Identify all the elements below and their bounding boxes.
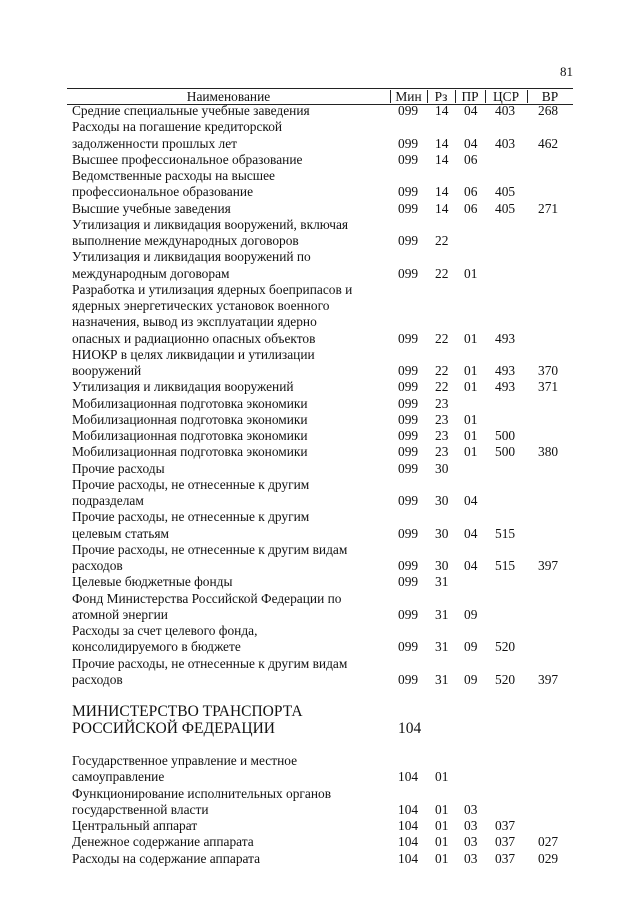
cell-vr: 027	[538, 834, 559, 850]
cell-min: 099	[398, 444, 419, 460]
table-row	[72, 396, 592, 412]
table-row	[72, 834, 592, 850]
cell-name: НИОКР в целях ликвидации и утилизации	[72, 346, 315, 362]
cell-rz: 31	[435, 639, 449, 655]
cell-rz: 30	[435, 558, 449, 573]
cell-min: 099	[398, 639, 419, 655]
table-row	[72, 444, 592, 460]
cell-rz: 14	[435, 135, 449, 151]
cell-name: Расходы на содержание аппарата	[72, 850, 261, 866]
table-row	[72, 737, 592, 753]
header-rz: Рз	[434, 89, 448, 104]
cell-pr: 06	[464, 151, 478, 167]
cell-pr: 04	[464, 135, 478, 151]
cell-name: Центральный аппарат	[72, 818, 198, 833]
cell-name: выполнение международных договоров	[72, 233, 299, 248]
cell-pr: 01	[464, 330, 478, 346]
cell-csr: 493	[495, 363, 516, 378]
table-row	[72, 818, 592, 834]
table-row	[72, 688, 592, 704]
cell-min: 099	[398, 671, 419, 687]
table-row	[72, 623, 592, 639]
cell-pr: 01	[464, 363, 478, 378]
cell-vr: 371	[538, 379, 559, 395]
cell-vr: 397	[538, 558, 559, 573]
cell-name: Прочие расходы, не отнесенные к другим	[72, 509, 310, 525]
table-row	[72, 509, 592, 525]
cell-pr: 01	[464, 444, 478, 460]
cell-min: 099	[398, 493, 419, 508]
table-row	[72, 461, 592, 477]
cell-min: 099	[398, 200, 419, 216]
header-name: Наименование	[186, 89, 271, 104]
cell-name: Фонд Министерства Российской Федерации по	[72, 590, 342, 606]
cell-pr: 03	[464, 801, 478, 817]
cell-pr: 04	[464, 103, 478, 118]
cell-name: Государственное управление и местное	[72, 753, 298, 768]
cell-name: атомной энергии	[72, 606, 168, 622]
cell-csr: 493	[495, 379, 516, 395]
table-row	[72, 152, 592, 168]
table-row	[72, 363, 592, 379]
cell-name: подразделам	[72, 493, 144, 508]
cell-name: Прочие расходы, не отнесенные к другим видам	[72, 541, 348, 557]
cell-pr: 01	[464, 411, 478, 427]
cell-vr: 268	[538, 103, 559, 118]
cell-csr: 405	[495, 200, 516, 216]
table-row	[72, 412, 592, 428]
cell-name: Мобилизационная подготовка экономики	[72, 411, 308, 427]
cell-rz: 14	[435, 200, 449, 216]
header-min: Мин	[395, 89, 422, 104]
cell-rz: 14	[435, 151, 449, 167]
cell-min: 099	[398, 574, 419, 590]
cell-csr: 403	[495, 135, 516, 151]
table-row	[72, 558, 592, 574]
table-row	[72, 721, 592, 737]
table-row	[72, 639, 592, 655]
cell-csr: 520	[495, 639, 516, 655]
cell-csr: 520	[495, 671, 516, 687]
cell-rz: 31	[435, 606, 449, 622]
table-row	[72, 249, 592, 265]
cell-pr: 03	[464, 834, 478, 850]
table-row	[72, 786, 592, 802]
table-row	[72, 753, 592, 769]
cell-rz: 23	[435, 411, 449, 427]
cell-name: Расходы на погашение кредиторской	[72, 119, 283, 135]
cell-name: Ведомственные расходы на высшее	[72, 168, 276, 183]
table-row	[72, 591, 592, 607]
cell-min: 099	[398, 428, 419, 443]
cell-name: вооружений	[72, 363, 142, 378]
cell-pr: 03	[464, 850, 478, 866]
cell-min: 099	[398, 265, 419, 281]
cell-name: расходов	[72, 558, 123, 573]
cell-name: Утилизация и ликвидация вооружений по	[72, 249, 311, 265]
cell-pr: 09	[464, 606, 478, 622]
cell-csr: 037	[495, 850, 516, 866]
cell-csr: 037	[495, 834, 516, 850]
cell-vr: 380	[538, 444, 559, 460]
cell-rz: 01	[435, 850, 449, 866]
cell-name: Расходы за счет целевого фонда,	[72, 623, 258, 638]
cell-csr: 403	[495, 103, 516, 118]
table-row	[72, 347, 592, 363]
cell-pr: 04	[464, 493, 478, 508]
cell-pr: 01	[464, 265, 478, 281]
table-row	[72, 282, 592, 298]
cell-csr: 500	[495, 428, 516, 443]
cell-rz: 30	[435, 493, 449, 508]
cell-name: Денежное содержание аппарата	[72, 834, 254, 850]
table-row	[72, 704, 592, 720]
table-row	[72, 428, 592, 444]
cell-name: Мобилизационная подготовка экономики	[72, 444, 308, 460]
cell-rz: 22	[435, 265, 449, 281]
table-row	[72, 542, 592, 558]
table-row	[72, 607, 592, 623]
cell-vr: 462	[538, 135, 559, 151]
cell-csr: 037	[495, 818, 516, 833]
cell-name: Мобилизационная подготовка экономики	[72, 395, 308, 411]
cell-rz: 31	[435, 574, 449, 590]
cell-rz: 30	[435, 525, 449, 541]
cell-min: 104	[398, 834, 419, 850]
cell-rz: 22	[435, 379, 449, 395]
table-row	[72, 331, 592, 347]
cell-vr: 271	[538, 200, 559, 216]
cell-rz: 01	[435, 834, 449, 850]
table-row	[72, 379, 592, 395]
table-row	[72, 266, 592, 282]
cell-min: 104	[398, 769, 419, 785]
page-number: 81	[560, 64, 573, 79]
table-row	[72, 493, 592, 509]
cell-pr: 06	[464, 200, 478, 216]
table-row	[72, 168, 592, 184]
cell-min: 099	[398, 363, 419, 378]
cell-name: Функционирование исполнительных органов	[72, 785, 332, 801]
cell-min: 104	[398, 818, 419, 833]
cell-rz: 23	[435, 395, 449, 411]
table-row	[72, 802, 592, 818]
table-row	[72, 119, 592, 135]
cell-rz: 01	[435, 769, 449, 785]
cell-rz: 14	[435, 103, 449, 118]
table-row	[72, 851, 592, 867]
table-row	[72, 217, 592, 233]
cell-min: 099	[398, 460, 419, 476]
cell-name: МИНИСТЕРСТВО ТРАНСПОРТА	[72, 703, 303, 721]
cell-name: опасных и радиационно опасных объектов	[72, 330, 316, 346]
cell-name: РОССИЙСКОЙ ФЕДЕРАЦИИ	[72, 719, 275, 737]
cell-rz: 31	[435, 671, 449, 687]
cell-name: Прочие расходы	[72, 460, 165, 476]
cell-min: 099	[398, 411, 419, 427]
cell-pr: 04	[464, 525, 478, 541]
table-row	[72, 574, 592, 590]
cell-name: Утилизация и ликвидация вооружений, включая	[72, 216, 349, 232]
cell-name: Высшие учебные заведения	[72, 200, 231, 216]
cell-min: 099	[398, 135, 419, 151]
cell-name: Разработка и утилизация ядерных боеприпасов и	[72, 281, 353, 297]
cell-rz: 23	[435, 428, 449, 443]
cell-min: 099	[398, 525, 419, 541]
cell-name: Утилизация и ликвидация вооружений	[72, 379, 294, 395]
cell-name: консолидируемого в бюджете	[72, 639, 241, 655]
cell-pr: 03	[464, 818, 478, 833]
table-row	[72, 298, 592, 314]
cell-name: профессиональное образование	[72, 184, 254, 200]
cell-min: 099	[398, 379, 419, 395]
table-row	[72, 672, 592, 688]
cell-csr: 515	[495, 558, 516, 573]
header-vr: ВР	[541, 89, 559, 104]
cell-csr: 515	[495, 525, 516, 541]
table-row	[72, 314, 592, 330]
cell-name: Средние специальные учебные заведения	[72, 103, 310, 118]
cell-name: самоуправление	[72, 769, 165, 785]
table-row	[72, 103, 592, 119]
cell-name: целевым статьям	[72, 525, 170, 541]
cell-name: назначения, вывод из эксплуатации ядерно	[72, 314, 317, 330]
cell-rz: 14	[435, 184, 449, 200]
cell-pr: 06	[464, 184, 478, 200]
cell-rz: 01	[435, 801, 449, 817]
cell-rz: 22	[435, 330, 449, 346]
cell-name: Мобилизационная подготовка экономики	[72, 428, 308, 443]
table-body	[72, 103, 592, 867]
cell-min: 099	[398, 558, 419, 573]
table-row	[72, 233, 592, 249]
cell-min: 099	[398, 330, 419, 346]
cell-rz: 23	[435, 444, 449, 460]
header-pr: ПР	[461, 89, 479, 104]
cell-vr: 370	[538, 363, 559, 378]
cell-min: 104	[398, 801, 419, 817]
cell-min: 099	[398, 233, 419, 248]
cell-min: 099	[398, 184, 419, 200]
cell-name: Высшее профессиональное образование	[72, 151, 303, 167]
cell-vr: 029	[538, 850, 559, 866]
cell-name: Прочие расходы, не отнесенные к другим	[72, 476, 310, 492]
cell-vr: 397	[538, 671, 559, 687]
cell-min: 104	[398, 719, 422, 737]
cell-name: международным договорам	[72, 265, 230, 281]
cell-pr: 01	[464, 379, 478, 395]
table-row	[72, 526, 592, 542]
cell-name: задолженности прошлых лет	[72, 135, 238, 151]
cell-pr: 09	[464, 639, 478, 655]
cell-min: 104	[398, 850, 419, 866]
cell-pr: 09	[464, 671, 478, 687]
cell-rz: 01	[435, 818, 449, 833]
cell-min: 099	[398, 606, 419, 622]
cell-rz: 30	[435, 460, 449, 476]
cell-csr: 493	[495, 330, 516, 346]
table-row	[72, 769, 592, 785]
cell-name: государственной власти	[72, 801, 209, 817]
cell-name: Прочие расходы, не отнесенные к другим видам	[72, 655, 348, 671]
cell-min: 099	[398, 151, 419, 167]
table-row	[72, 136, 592, 152]
cell-rz: 22	[435, 233, 449, 248]
table-row	[72, 184, 592, 200]
header-csr: ЦСР	[492, 89, 520, 104]
cell-min: 099	[398, 395, 419, 411]
cell-name: Целевые бюджетные фонды	[72, 574, 233, 590]
cell-pr: 04	[464, 558, 478, 573]
cell-name: расходов	[72, 671, 123, 687]
cell-name: ядерных энергетических установок военного	[72, 298, 330, 313]
cell-pr: 01	[464, 428, 478, 443]
table-row	[72, 477, 592, 493]
cell-rz: 22	[435, 363, 449, 378]
table-row	[72, 201, 592, 217]
cell-csr: 405	[495, 184, 516, 200]
table-row	[72, 656, 592, 672]
cell-csr: 500	[495, 444, 516, 460]
cell-min: 099	[398, 103, 419, 118]
